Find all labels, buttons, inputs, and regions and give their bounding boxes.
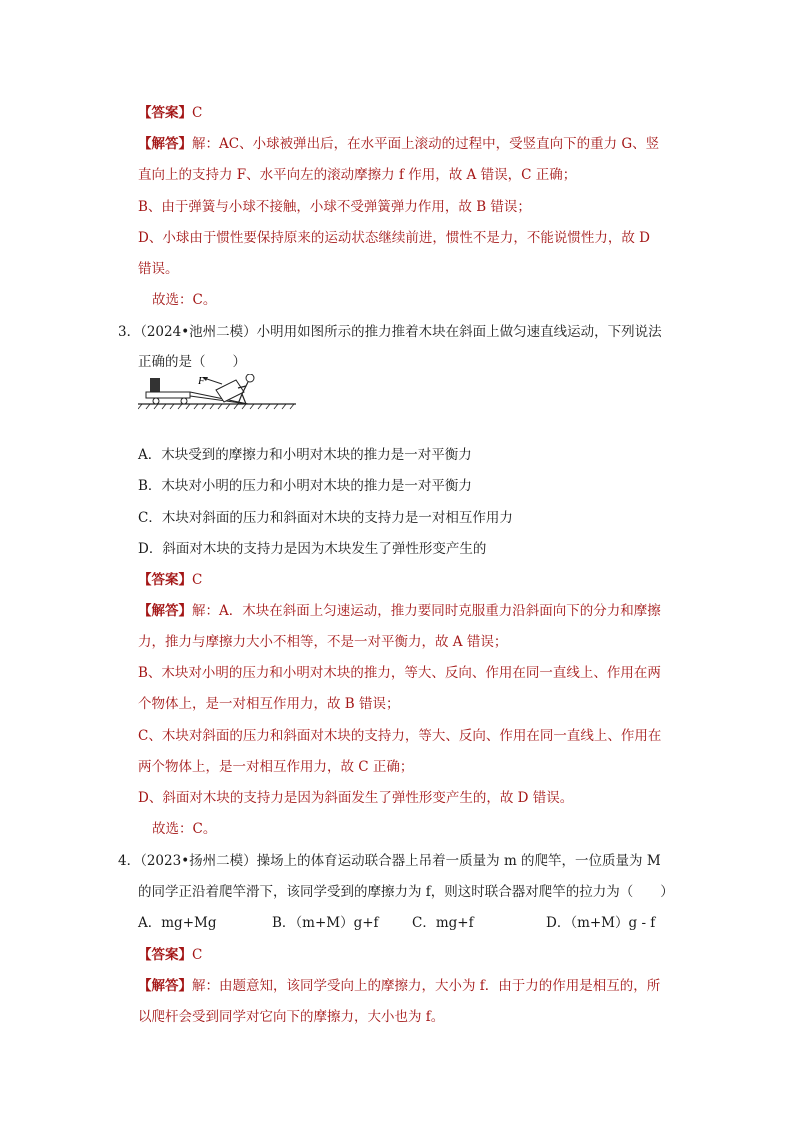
option-a: A．mg+Mg	[138, 915, 217, 931]
analysis-text: 解：由题意知，该同学受向上的摩擦力，大小为 f．由于力的作用是相互的，所	[192, 978, 661, 994]
analysis-line: 个物体上，是一对相互作用力，故 B 错误；	[138, 696, 400, 712]
option-d: D．（m+M）g - f	[546, 915, 656, 931]
analysis-line: 直向上的支持力 F、水平向左的滚动摩擦力 f 作用，故 A 错误，C 正确；	[138, 167, 577, 183]
option-b: B．（m+M）g+f	[272, 915, 379, 931]
answer-label: 【答案】	[138, 947, 192, 963]
question-stem: 的同学正沿着爬竿滑下，该同学受到的摩擦力为 f，则这时联合器对爬竿的拉力为（ ）	[138, 884, 674, 900]
option-d: D．斜面对木块的支持力是因为木块发生了弹性形变产生的	[138, 541, 487, 557]
option-b: B．木块对小明的压力和小明对木块的推力是一对平衡力	[138, 478, 472, 494]
analysis-label: 【解答】	[138, 136, 192, 152]
question-stem: 3．（2024•池州二模）小明用如图所示的推力推着木块在斜面上做匀速直线运动，下列说法	[118, 324, 662, 340]
answer-label: 【答案】	[138, 572, 192, 588]
answer-value: C	[192, 947, 203, 963]
analysis-line: B、由于弹簧与小球不接触，小球不受弹簧弹力作用，故 B 错误；	[138, 199, 531, 215]
analysis-line: 错误。	[138, 261, 179, 277]
analysis-line	[138, 976, 660, 996]
option-c: C．mg+f	[412, 915, 474, 931]
answer-value: C	[192, 105, 203, 121]
option-a: A．木块受到的摩擦力和小明对木块的推力是一对平衡力	[138, 447, 472, 463]
analysis-text: 解：AC、小球被弹出后，在水平面上滚动的过程中，受竖直向下的重力 G、竖	[192, 136, 660, 152]
analysis-line	[138, 134, 659, 154]
conclusion-line: 故选：C。	[152, 292, 217, 308]
analysis-line: D、小球由于惯性要保持原来的运动状态继续前进，惯性不是力，不能说惯性力，故 D	[138, 230, 650, 246]
analysis-text: 解：A．木块在斜面上匀速运动，推力要同时克服重力沿斜面向下的分力和摩擦	[192, 603, 661, 619]
force-label: F	[198, 375, 205, 387]
analysis-line: 以爬杆会受到同学对它向下的摩擦力，大小也为 f。	[138, 1009, 445, 1025]
analysis-line: 两个物体上，是一对相互作用力，故 C 正确；	[138, 759, 414, 775]
incline-figure	[138, 374, 298, 410]
question-stem: 正确的是（ ）	[138, 354, 246, 370]
answer-line-3	[138, 570, 202, 590]
answer-line-4	[138, 945, 202, 965]
answer-label: 【答案】	[138, 105, 192, 121]
analysis-line: C、木块对斜面的压力和斜面对木块的支持力，等大、反向、作用在同一直线上、作用在	[138, 728, 662, 744]
question-stem: 4．（2023•扬州二模）操场上的体育运动联合器上吊着一质量为 m 的爬竿，一位质量为 M	[118, 853, 661, 869]
analysis-line: 力，推力与摩擦力大小不相等，不是一对平衡力，故 A 错误；	[138, 634, 508, 650]
analysis-label: 【解答】	[138, 603, 192, 619]
option-c: C．木块对斜面的压力和斜面对木块的支持力是一对相互作用力	[138, 510, 513, 526]
analysis-line: D、斜面对木块的支持力是因为斜面发生了弹性形变产生的，故 D 错误。	[138, 790, 574, 806]
answer-value: C	[192, 572, 203, 588]
analysis-line	[138, 601, 661, 621]
analysis-label: 【解答】	[138, 978, 192, 994]
answer-line-1	[138, 103, 202, 123]
conclusion-line: 故选：C。	[152, 821, 217, 837]
analysis-line: B、木块对小明的压力和小明对木块的推力，等大、反向、作用在同一直线上、作用在两	[138, 665, 661, 681]
